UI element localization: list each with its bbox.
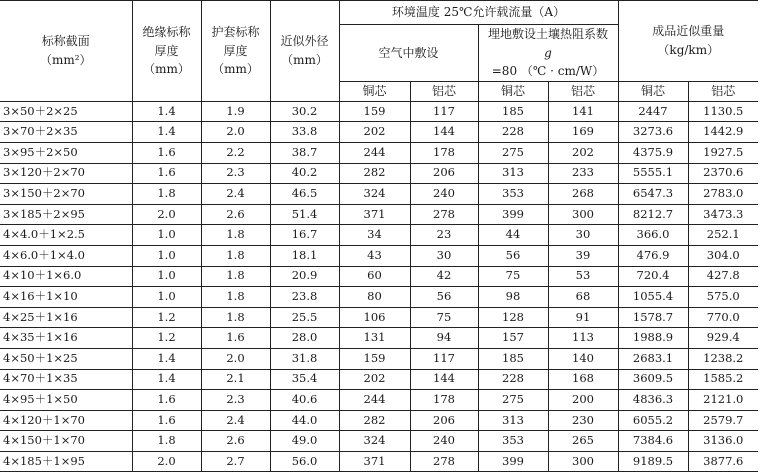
table-cell: 2.6 <box>201 204 270 225</box>
table-cell: 275 <box>478 390 548 411</box>
header-sheath-thickness: 护套标称 厚度 （mm） <box>201 1 270 102</box>
table-cell: 4836.3 <box>618 390 688 411</box>
table-cell: 20.9 <box>270 266 339 287</box>
table-cell: 4×35＋1×16 <box>0 328 132 349</box>
table-cell: 6055.2 <box>618 410 688 431</box>
table-cell: 200 <box>548 390 618 411</box>
table-cell: 3136.0 <box>688 431 758 452</box>
table-cell: 275 <box>478 142 548 163</box>
table-cell: 49.0 <box>270 431 339 452</box>
header-weight-aluminum: 铝芯 <box>688 81 758 101</box>
table-cell: 230 <box>548 410 618 431</box>
table-cell: 23.8 <box>270 287 339 308</box>
table-cell: 282 <box>339 163 410 184</box>
table-cell: 252.1 <box>688 225 758 246</box>
table-cell: 2.2 <box>201 142 270 163</box>
table-cell: 1.8 <box>201 245 270 266</box>
table-cell: 202 <box>339 122 410 143</box>
table-row <box>0 245 758 266</box>
table-cell: 38.7 <box>270 142 339 163</box>
table-cell: 4×150＋1×70 <box>0 431 132 452</box>
table-cell: 4×50＋1×25 <box>0 348 132 369</box>
table-cell: 39 <box>548 245 618 266</box>
table-cell: 1.4 <box>132 101 201 122</box>
table-cell: 1.4 <box>132 122 201 143</box>
table-cell: 28.0 <box>270 328 339 349</box>
table-cell: 44 <box>478 225 548 246</box>
table-cell: 4×70＋1×35 <box>0 369 132 390</box>
table-cell: 1.8 <box>201 225 270 246</box>
table-cell: 1238.2 <box>688 348 758 369</box>
table-cell: 185 <box>478 348 548 369</box>
table-cell: 46.5 <box>270 184 339 205</box>
table-cell: 8212.7 <box>618 204 688 225</box>
header-air-aluminum: 铝芯 <box>410 81 478 101</box>
table-cell: 141 <box>548 101 618 122</box>
table-cell: 4×16＋1×10 <box>0 287 132 308</box>
table-cell: 68 <box>548 287 618 308</box>
table-cell: 1.6 <box>132 163 201 184</box>
table-cell: 278 <box>410 451 478 472</box>
table-cell: 202 <box>548 142 618 163</box>
table-cell: 169 <box>548 122 618 143</box>
table-cell: 371 <box>339 451 410 472</box>
table-cell: 1.6 <box>132 142 201 163</box>
table-cell: 40.6 <box>270 390 339 411</box>
table-cell: 4375.9 <box>618 142 688 163</box>
table-cell: 40.2 <box>270 163 339 184</box>
table-cell: 2447 <box>618 101 688 122</box>
table-cell: 159 <box>339 348 410 369</box>
header-weight-copper: 铜芯 <box>618 81 688 101</box>
table-cell: 366.0 <box>618 225 688 246</box>
table-cell: 929.4 <box>688 328 758 349</box>
table-row <box>0 163 758 184</box>
table-cell: 131 <box>339 328 410 349</box>
table-cell: 4×95＋1×50 <box>0 390 132 411</box>
table-cell: 353 <box>478 431 548 452</box>
table-cell: 53 <box>548 266 618 287</box>
header-insulation-thickness: 绝缘标称 厚度 （mm） <box>132 1 201 102</box>
table-cell: 98 <box>478 287 548 308</box>
table-cell: 1.0 <box>132 225 201 246</box>
table-cell: 1.6 <box>201 328 270 349</box>
header-approx-weight: 成品近似重量 （kg/km） <box>618 1 758 82</box>
table-row <box>0 101 758 122</box>
table-cell: 240 <box>410 431 478 452</box>
table-cell: 94 <box>410 328 478 349</box>
table-cell: 1.8 <box>201 307 270 328</box>
table-cell: 144 <box>410 122 478 143</box>
table-cell: 2.3 <box>201 390 270 411</box>
table-cell: 1988.9 <box>618 328 688 349</box>
table-cell: 56 <box>478 245 548 266</box>
table-cell: 1.4 <box>132 348 201 369</box>
table-cell: 3×95＋2×50 <box>0 142 132 163</box>
table-cell: 244 <box>339 142 410 163</box>
table-cell: 33.8 <box>270 122 339 143</box>
table-cell: 2.4 <box>201 410 270 431</box>
header-nominal-section: 标称截面 （mm²） <box>0 1 132 102</box>
table-cell: 1442.9 <box>688 122 758 143</box>
table-cell: 371 <box>339 204 410 225</box>
table-row <box>0 348 758 369</box>
table-cell: 3877.6 <box>688 451 758 472</box>
table-cell: 4×6.0＋1×4.0 <box>0 245 132 266</box>
table-cell: 4×25＋1×16 <box>0 307 132 328</box>
table-cell: 117 <box>410 101 478 122</box>
table-cell: 1.0 <box>132 287 201 308</box>
table-row <box>0 451 758 472</box>
table-cell: 278 <box>410 204 478 225</box>
table-cell: 25.5 <box>270 307 339 328</box>
table-cell: 2121.0 <box>688 390 758 411</box>
table-cell: 313 <box>478 163 548 184</box>
table-cell: 1.8 <box>201 287 270 308</box>
table-cell: 2370.6 <box>688 163 758 184</box>
table-cell: 117 <box>410 348 478 369</box>
table-cell: 75 <box>410 307 478 328</box>
table-cell: 30 <box>548 225 618 246</box>
table-body <box>0 101 758 472</box>
table-cell: 720.4 <box>618 266 688 287</box>
table-cell: 1.0 <box>132 266 201 287</box>
table-cell: 1.8 <box>132 184 201 205</box>
table-cell: 30 <box>410 245 478 266</box>
table-cell: 80 <box>339 287 410 308</box>
table-cell: 1130.5 <box>688 101 758 122</box>
table-row <box>0 266 758 287</box>
table-cell: 4×4.0＋1×2.5 <box>0 225 132 246</box>
table-cell: 1.9 <box>201 101 270 122</box>
header-in-air: 空气中敷设 <box>339 25 478 82</box>
table-cell: 1055.4 <box>618 287 688 308</box>
table-cell: 3×150＋2×70 <box>0 184 132 205</box>
table-cell: 157 <box>478 328 548 349</box>
table-cell: 2.7 <box>201 451 270 472</box>
table-cell: 91 <box>548 307 618 328</box>
table-cell: 3473.3 <box>688 204 758 225</box>
table-cell: 42 <box>410 266 478 287</box>
table-cell: 1.2 <box>132 307 201 328</box>
table-row <box>0 122 758 143</box>
table-cell: 1.6 <box>132 410 201 431</box>
table-cell: 159 <box>339 101 410 122</box>
table-cell: 2.3 <box>201 163 270 184</box>
table-cell: 2.0 <box>132 204 201 225</box>
table-cell: 324 <box>339 431 410 452</box>
table-row <box>0 204 758 225</box>
table-cell: 1578.7 <box>618 307 688 328</box>
table-cell: 1.0 <box>132 245 201 266</box>
table-cell: 106 <box>339 307 410 328</box>
table-cell: 4×120＋1×70 <box>0 410 132 431</box>
table-cell: 268 <box>548 184 618 205</box>
table-cell: 1.8 <box>132 431 201 452</box>
table-cell: 324 <box>339 184 410 205</box>
table-cell: 51.4 <box>270 204 339 225</box>
table-cell: 240 <box>410 184 478 205</box>
table-cell: 6547.3 <box>618 184 688 205</box>
table-cell: 4×10＋1×6.0 <box>0 266 132 287</box>
table-cell: 2683.1 <box>618 348 688 369</box>
table-cell: 770.0 <box>688 307 758 328</box>
table-cell: 168 <box>548 369 618 390</box>
header-outer-diameter: 近似外径 （mm） <box>270 1 339 102</box>
table-row <box>0 369 758 390</box>
table-cell: 7384.6 <box>618 431 688 452</box>
table-cell: 1.8 <box>201 266 270 287</box>
table-cell: 3609.5 <box>618 369 688 390</box>
table-cell: 1927.5 <box>688 142 758 163</box>
table-cell: 300 <box>548 451 618 472</box>
table-row <box>0 307 758 328</box>
table-cell: 2.4 <box>201 184 270 205</box>
table-cell: 304.0 <box>688 245 758 266</box>
table-cell: 476.9 <box>618 245 688 266</box>
table-cell: 2.1 <box>201 369 270 390</box>
table-cell: 1.4 <box>132 369 201 390</box>
table-row <box>0 410 758 431</box>
table-cell: 56.0 <box>270 451 339 472</box>
header-buried-aluminum: 铝芯 <box>548 81 618 101</box>
table-cell: 185 <box>478 101 548 122</box>
table-cell: 16.7 <box>270 225 339 246</box>
header-buried: 埋地敷设土壤热阻系数 g =80 （℃ · cm/W） <box>478 25 618 82</box>
table-row <box>0 287 758 308</box>
table-cell: 3×120＋2×70 <box>0 163 132 184</box>
table-cell: 43 <box>339 245 410 266</box>
header-air-copper: 铜芯 <box>339 81 410 101</box>
table-cell: 202 <box>339 369 410 390</box>
table-row <box>0 431 758 452</box>
table-row <box>0 390 758 411</box>
table-cell: 60 <box>339 266 410 287</box>
table-row <box>0 328 758 349</box>
table-cell: 34 <box>339 225 410 246</box>
table-cell: 5555.1 <box>618 163 688 184</box>
table-row <box>0 142 758 163</box>
table-cell: 178 <box>410 142 478 163</box>
table-cell: 282 <box>339 410 410 431</box>
table-cell: 244 <box>339 390 410 411</box>
table-cell: 30.2 <box>270 101 339 122</box>
table-cell: 233 <box>548 163 618 184</box>
table-cell: 575.0 <box>688 287 758 308</box>
table-cell: 113 <box>548 328 618 349</box>
table-cell: 206 <box>410 410 478 431</box>
table-cell: 2579.7 <box>688 410 758 431</box>
table-cell: 44.0 <box>270 410 339 431</box>
table-cell: 35.4 <box>270 369 339 390</box>
table-cell: 4×185＋1×95 <box>0 451 132 472</box>
table-header <box>0 1 758 102</box>
table-cell: 18.1 <box>270 245 339 266</box>
table-cell: 353 <box>478 184 548 205</box>
table-cell: 3273.6 <box>618 122 688 143</box>
table-cell: 56 <box>410 287 478 308</box>
table-cell: 31.8 <box>270 348 339 369</box>
table-cell: 2.0 <box>201 348 270 369</box>
table-cell: 23 <box>410 225 478 246</box>
table-cell: 2.0 <box>201 122 270 143</box>
table-cell: 2.6 <box>201 431 270 452</box>
table-cell: 2.0 <box>132 451 201 472</box>
table-cell: 300 <box>548 204 618 225</box>
table-cell: 2783.0 <box>688 184 758 205</box>
table-cell: 228 <box>478 122 548 143</box>
header-current-capacity: 环境温度 25℃允许载流量（A） <box>339 1 618 25</box>
table-row <box>0 225 758 246</box>
table-cell: 399 <box>478 204 548 225</box>
table-cell: 178 <box>410 390 478 411</box>
table-cell: 427.8 <box>688 266 758 287</box>
table-cell: 1585.2 <box>688 369 758 390</box>
table-cell: 144 <box>410 369 478 390</box>
table-cell: 3×185＋2×95 <box>0 204 132 225</box>
header-buried-copper: 铜芯 <box>478 81 548 101</box>
table-cell: 313 <box>478 410 548 431</box>
table-cell: 140 <box>548 348 618 369</box>
table-row <box>0 184 758 205</box>
table-cell: 265 <box>548 431 618 452</box>
table-cell: 1.6 <box>132 390 201 411</box>
table-cell: 128 <box>478 307 548 328</box>
table-cell: 1.2 <box>132 328 201 349</box>
table-cell: 3×50＋2×25 <box>0 101 132 122</box>
table-cell: 399 <box>478 451 548 472</box>
table-cell: 75 <box>478 266 548 287</box>
table-cell: 228 <box>478 369 548 390</box>
table-cell: 206 <box>410 163 478 184</box>
table-cell: 9189.5 <box>618 451 688 472</box>
table-cell: 3×70＋2×35 <box>0 122 132 143</box>
